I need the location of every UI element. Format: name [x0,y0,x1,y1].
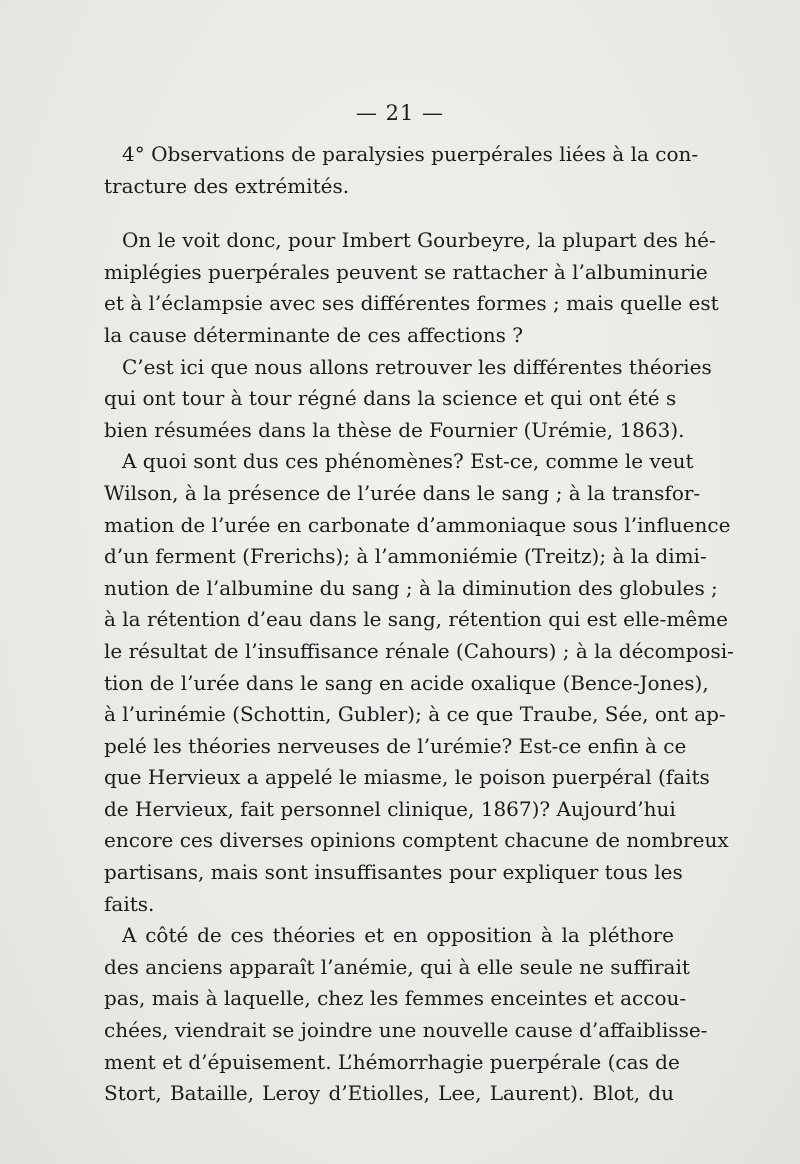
text-line: On le voit donc, pour Imbert Gourbeyre, la plupart des hé- [122,228,716,253]
text-line: et à l’éclampsie avec ses différentes formes ; mais quelle est [104,291,719,316]
paragraph-2 [104,225,719,351]
paragraph-4 [104,446,734,920]
text-line: qui ont tour à tour régné dans la science et qui ont été s [104,386,677,411]
text-line: chées, viendrait se joindre une nouvelle cause d’affaiblisse- [104,1018,708,1043]
page-number: — 21 — [355,101,445,125]
text-line: que Hervieux a appelé le miasme, le poison puerpéral (faits [104,765,710,790]
text-line: partisans, mais sont insuffisantes pour expliquer tous les [104,860,683,885]
text-line: miplégies puerpérales peuvent se rattacher à l’albuminurie [104,259,708,284]
body-text [104,139,734,1110]
text-line: A quoi sont dus ces phénomènes? Est-ce, comme le veut [122,449,694,474]
text-line: de Hervieux, fait personnel clinique, 1867)? Aujourd’hui [104,796,676,821]
text-line: 4° Observations de paralysies puerpérales liées à la con- [122,142,699,166]
text-line: C’est ici que nous allons retrouver les différentes théories [122,354,712,379]
text-line: tion de l’urée dans le sang en acide oxalique (Bence-Jones), [104,670,709,695]
text-line: la cause déterminante de ces affections ? [104,322,524,347]
text-line: à l’urinémie (Schottin, Gubler); à ce que Traube, Sée, ont ap- [104,702,726,727]
paragraph-5 [104,920,708,1110]
text-line: d’un ferment (Frerichs); à l’ammoniémie (Treitz); à la dimi- [104,544,707,569]
text-line: à la rétention d’eau dans le sang, rétention qui est elle-même [104,607,729,632]
paragraph-1 [104,139,699,202]
text-line: pas, mais à laquelle, chez les femmes enceintes et accou- [104,986,687,1011]
text-line: Stort, Bataille, Leroy d’Etiolles, Lee, Laurent). Blot, du [104,1081,674,1106]
text-line: ment et d’épuisement. L’hémorrhagie puerpérale (cas de [104,1049,680,1074]
text-line: nution de l’albumine du sang ; à la diminution des globules ; [104,575,718,600]
paragraph-3 [104,352,712,447]
text-line: tracture des extrémités. [104,173,350,198]
text-line: mation de l’urée en carbonate d’ammoniaque sous l’influence [104,512,731,537]
text-line: le résultat de l’insuffisance rénale (Cahours) ; à la décomposi- [104,638,734,663]
text-line: des anciens apparaît l’anémie, qui à elle seule ne suffirait [104,954,690,979]
text-line: faits. [104,891,155,916]
text-line: Wilson, à la présence de l’urée dans le sang ; à la transfor- [104,480,701,505]
text-line: pelé les théories nerveuses de l’urémie? Est-ce enfin à ce [104,733,687,758]
text-line: encore ces diverses opinions comptent chacune de nombreux [104,828,729,853]
text-line: A côté de ces théories et en opposition à la pléthore [122,923,674,948]
text-line: bien résumées dans la thèse de Fournier (Urémie, 1863). [104,417,685,442]
